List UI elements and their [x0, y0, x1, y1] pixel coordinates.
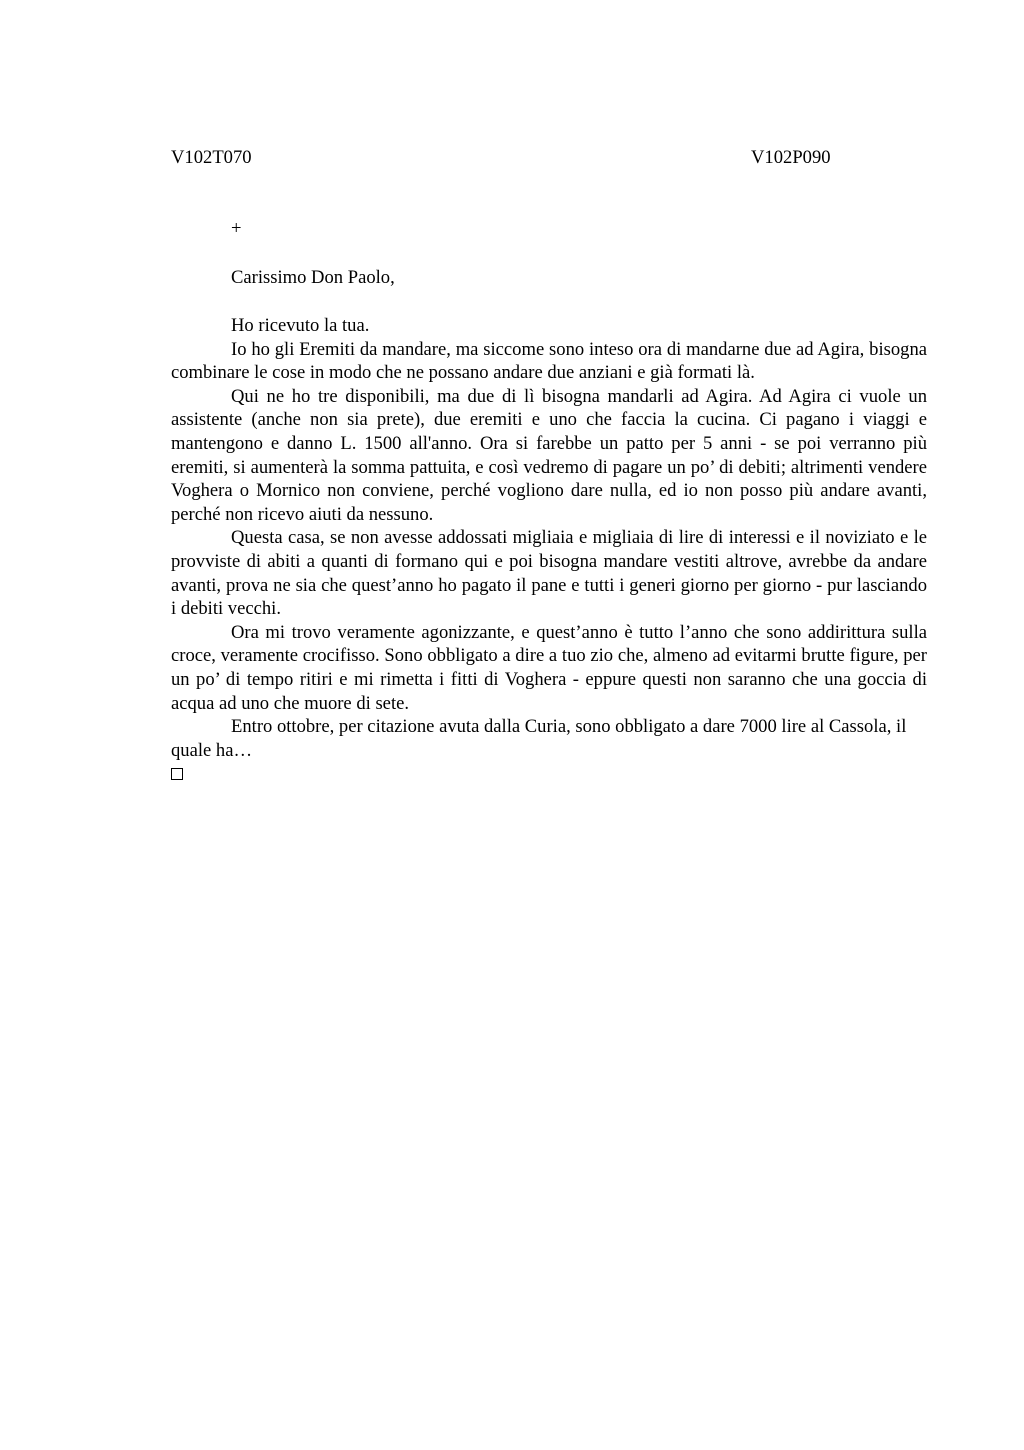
paragraph-4: Questa casa, se non avesse addossati migliaia e migliaia di lire di interessi e il noviziato e le provviste di abiti a quanti di formano qui e poi bisogna mandare vestiti altrove, avrebbe da andare avanti, prova ne sia che quest’anno ho pagato il pane e tutti i generi giorno per giorno - pur lasciando i debiti vecchi. — [171, 527, 927, 620]
letter-body — [171, 314, 927, 780]
paragraph-2: Io ho gli Eremiti da mandare, ma siccome sono inteso ora di mandarne due ad Agira, bisogna combinare le cose in modo che ne possano andare due anziani e già formati là. — [171, 338, 927, 384]
paragraph-1: Ho ricevuto la tua. — [231, 315, 370, 336]
salutation: Carissimo Don Paolo, — [231, 267, 395, 288]
cross-mark: + — [231, 218, 242, 239]
document-code-right: V102P090 — [751, 147, 831, 168]
paragraph-3: Qui ne ho tre disponibili, ma due di lì bisogna mandarli ad Agira. Ad Agira ci vuole un assistente (anche non sia prete), due eremiti e uno che faccia la cucina. Ci pagano i viaggi e mantengono e danno L. 1500 all'anno. Ora si farebbe un patto per 5 anni - se poi verranno più eremiti, si aumenterà la somma pattuita, e così vedremo di pagare un po’ di debiti; altrimenti vendere Voghera o Mornico non conviene, perché vogliono dare nulla, ed io non posso più andare avanti, perché non ricevo aiuti da nessuno. — [171, 385, 927, 525]
end-square-icon — [171, 768, 183, 780]
paragraph-5: Ora mi trovo veramente agonizzante, e quest’anno è tutto l’anno che sono addirittura sulla croce, veramente crocifisso. Sono obbligato a dire a tuo zio che, almeno ad evitarmi brutte figure, per un po’ di tempo ritiri e mi rimetta i fitti di Voghera - eppure questi non saranno che una goccia di acqua ad uno che muore di sete. — [171, 621, 927, 714]
paragraph-6: Entro ottobre, per citazione avuta dalla Curia, sono obbligato a dare 7000 lire al Cassola, il quale ha… — [171, 716, 907, 761]
document-code-left: V102T070 — [171, 147, 252, 168]
